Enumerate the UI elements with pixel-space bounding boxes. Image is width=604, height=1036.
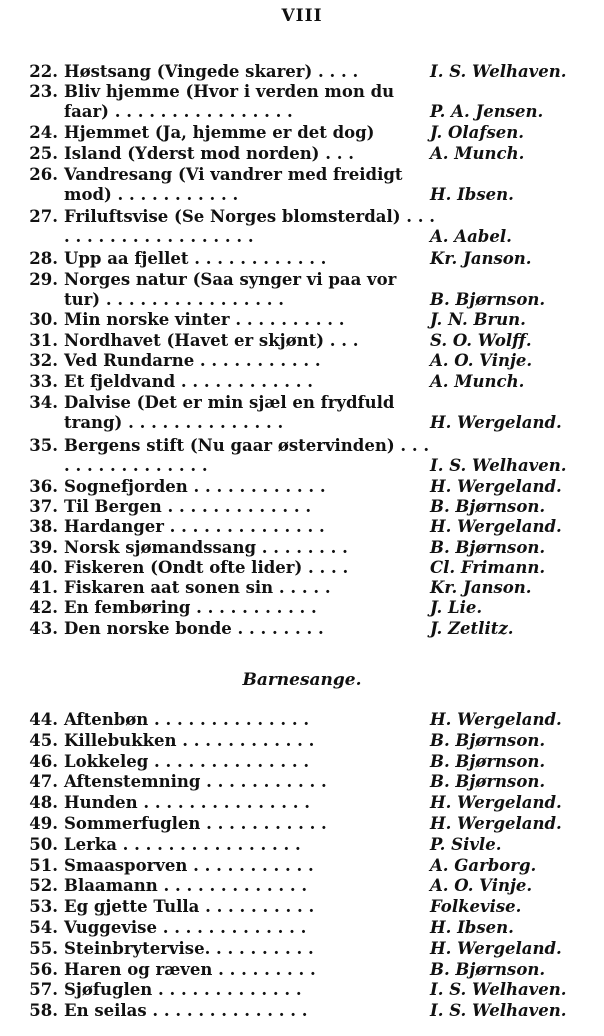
entry-number: 41. <box>29 578 58 597</box>
entry-title: Smaasporven . . . . . . . . . . . <box>64 856 314 875</box>
toc-entry <box>20 731 594 751</box>
entry-number: 50. <box>29 835 58 854</box>
entry-title: Nordhavet (Havet er skjønt) . . . <box>64 331 359 350</box>
toc-entry <box>20 310 594 330</box>
entry-author: H. Wergeland. <box>430 413 562 432</box>
entry-number: 54. <box>29 918 58 937</box>
entry-author: H. Wergeland. <box>430 477 562 496</box>
entry-number: 24. <box>29 123 58 142</box>
page-number: VIII <box>281 6 323 26</box>
entry-title: Vandresang (Vi vandrer med freidigt mod) . . . . . . . . . . . <box>64 165 403 204</box>
toc-entry <box>20 980 594 1000</box>
entry-author: H. Wergeland. <box>430 793 562 812</box>
entry-author: S. O. Wolff. <box>430 331 532 350</box>
entry-author: H. Wergeland. <box>430 517 562 536</box>
entry-author: I. S. Welhaven. <box>430 456 567 475</box>
toc-entry <box>20 939 594 959</box>
entry-title: Steinbrytervise. . . . . . . . . . <box>64 939 314 958</box>
entry-author: B. Bjørnson. <box>430 752 546 771</box>
toc-entry <box>20 144 594 164</box>
toc-entry <box>20 814 594 834</box>
toc-entry <box>20 856 594 876</box>
toc-entry <box>20 62 594 82</box>
entry-title: Norsk sjømandssang . . . . . . . . <box>64 538 348 557</box>
entry-author: I. S. Welhaven. <box>430 62 567 81</box>
section-title: Barnesange. <box>242 670 362 690</box>
entry-author: H. Ibsen. <box>430 185 514 204</box>
entry-number: 38. <box>29 517 58 536</box>
entry-title: Sognefjorden . . . . . . . . . . . . <box>64 477 326 496</box>
entry-author: B. Bjørnson. <box>430 538 546 557</box>
entry-author: B. Bjørnson. <box>430 290 546 309</box>
toc-entry <box>20 207 594 247</box>
entry-number: 48. <box>29 793 58 812</box>
entry-title: Fiskeren (Ondt ofte lider) . . . . <box>64 558 349 577</box>
entry-author: Kr. Janson. <box>430 578 532 597</box>
entry-number: 35. <box>29 436 58 455</box>
entry-author: A. Munch. <box>430 372 525 391</box>
entry-title: En seilas . . . . . . . . . . . . . . <box>64 1001 308 1020</box>
toc-entry <box>20 558 594 578</box>
toc-entry <box>20 165 594 205</box>
entry-number: 27. <box>29 207 58 226</box>
entry-author: A. Garborg. <box>430 856 537 875</box>
entry-author: I. S. Welhaven. <box>430 980 567 999</box>
toc-entry <box>20 918 594 938</box>
entry-number: 28. <box>29 249 58 268</box>
entry-title: Eg gjette Tulla . . . . . . . . . . <box>64 897 315 916</box>
entry-number: 29. <box>29 270 58 289</box>
entry-title: Bliv hjemme (Hvor i verden mon du faar) . . . . . . . . . . . . . . . . <box>64 82 395 121</box>
toc-entry <box>20 598 594 618</box>
entry-author: I. S. Welhaven. <box>430 1001 567 1020</box>
entry-number: 39. <box>29 538 58 557</box>
entry-number: 45. <box>29 731 58 750</box>
entry-author: B. Bjørnson. <box>430 731 546 750</box>
toc-entry <box>20 752 594 772</box>
toc-entry <box>20 372 594 392</box>
toc-entry <box>20 351 594 371</box>
entry-number: 51. <box>29 856 58 875</box>
entry-title: Norges natur (Saa synger vi paa vor tur) . . . . . . . . . . . . . . . . <box>64 270 397 309</box>
entry-number: 26. <box>29 165 58 184</box>
entry-author: B. Bjørnson. <box>430 497 546 516</box>
entry-number: 33. <box>29 372 58 391</box>
entry-author: H. Wergeland. <box>430 710 562 729</box>
toc-entry <box>20 249 594 269</box>
toc-entry <box>20 123 594 143</box>
entry-number: 31. <box>29 331 58 350</box>
entry-number: 52. <box>29 876 58 895</box>
entry-title: Upp aa fjellet . . . . . . . . . . . . <box>64 249 327 268</box>
toc-entry <box>20 497 594 517</box>
entry-title: Til Bergen . . . . . . . . . . . . . <box>64 497 312 516</box>
entry-title: Ved Rundarne . . . . . . . . . . . <box>64 351 321 370</box>
toc-entry <box>20 772 594 792</box>
entry-author: P. Sivle. <box>430 835 502 854</box>
entry-author: A. Munch. <box>430 144 525 163</box>
toc-entry <box>20 793 594 813</box>
entry-title: Fiskaren aat sonen sin . . . . . <box>64 578 331 597</box>
entry-author: A. O. Vinje. <box>430 876 533 895</box>
toc-entry <box>20 960 594 980</box>
entry-number: 32. <box>29 351 58 370</box>
entry-author: H. Wergeland. <box>430 814 562 833</box>
entry-title: Hunden . . . . . . . . . . . . . . . <box>64 793 310 812</box>
entry-title: Et fjeldvand . . . . . . . . . . . . <box>64 372 313 391</box>
entry-author: A. O. Vinje. <box>430 351 533 370</box>
entry-number: 40. <box>29 558 58 577</box>
entry-title: Høstsang (Vingede skarer) . . . . <box>64 62 359 81</box>
entry-title: Aftenbøn . . . . . . . . . . . . . . <box>64 710 310 729</box>
entry-title: Lokkeleg . . . . . . . . . . . . . . <box>64 752 310 771</box>
entry-author: A. Aabel. <box>430 227 512 246</box>
entry-title: Hardanger . . . . . . . . . . . . . . <box>64 517 325 536</box>
entry-author: J. Olafsen. <box>430 123 524 142</box>
entry-title: Aftenstemning . . . . . . . . . . . <box>64 772 327 791</box>
entry-title: Vuggevise . . . . . . . . . . . . . <box>64 918 307 937</box>
entry-number: 53. <box>29 897 58 916</box>
toc-entry <box>20 710 594 730</box>
entry-title: Min norske vinter . . . . . . . . . . <box>64 310 345 329</box>
entry-author: P. A. Jensen. <box>430 102 544 121</box>
toc-entry <box>20 876 594 896</box>
entry-number: 42. <box>29 598 58 617</box>
toc-entry <box>20 477 594 497</box>
entry-title: Den norske bonde . . . . . . . . <box>64 619 324 638</box>
entry-number: 44. <box>29 710 58 729</box>
entry-author: B. Bjørnson. <box>430 960 546 979</box>
entry-number: 22. <box>29 62 58 81</box>
entry-title: Killebukken . . . . . . . . . . . . <box>64 731 315 750</box>
entry-title: Sjøfuglen . . . . . . . . . . . . . <box>64 980 302 999</box>
toc-entry <box>20 1001 594 1021</box>
entry-number: 57. <box>29 980 58 999</box>
entry-title: Haren og ræven . . . . . . . . . <box>64 960 316 979</box>
entry-number: 23. <box>29 82 58 101</box>
entry-title: Friluftsvise (Se Norges blomsterdal) . . . . . . . . . . . . . . . . . . . . <box>64 207 436 246</box>
entry-number: 49. <box>29 814 58 833</box>
toc-entry <box>20 578 594 598</box>
toc-entry <box>20 82 594 122</box>
entry-number: 30. <box>29 310 58 329</box>
toc-entry <box>20 835 594 855</box>
entry-number: 36. <box>29 477 58 496</box>
entry-number: 56. <box>29 960 58 979</box>
entry-title: Dalvise (Det er min sjæl en frydfuld trang) . . . . . . . . . . . . . . <box>64 393 395 432</box>
entry-title: Sommerfuglen . . . . . . . . . . . <box>64 814 327 833</box>
entry-author: J. Zetlitz. <box>430 619 514 638</box>
entry-title: Blaamann . . . . . . . . . . . . . <box>64 876 308 895</box>
toc-entry <box>20 436 594 476</box>
toc-entry <box>20 393 594 433</box>
entry-author: J. N. Brun. <box>430 310 526 329</box>
entry-title: Lerka . . . . . . . . . . . . . . . . <box>64 835 301 854</box>
entry-number: 55. <box>29 939 58 958</box>
toc-entry <box>20 270 594 310</box>
entry-number: 46. <box>29 752 58 771</box>
toc-entry <box>20 897 594 917</box>
entry-author: Kr. Janson. <box>430 249 532 268</box>
entry-title: Island (Yderst mod norden) . . . <box>64 144 354 163</box>
toc-entry <box>20 619 594 639</box>
toc-entry <box>20 517 594 537</box>
entry-number: 47. <box>29 772 58 791</box>
entry-author: H. Wergeland. <box>430 939 562 958</box>
toc-entry <box>20 538 594 558</box>
entry-title: En fembøring . . . . . . . . . . . <box>64 598 317 617</box>
entry-author: H. Ibsen. <box>430 918 514 937</box>
entry-number: 43. <box>29 619 58 638</box>
entry-number: 34. <box>29 393 58 412</box>
entry-number: 58. <box>29 1001 58 1020</box>
toc-entry <box>20 331 594 351</box>
entry-author: Cl. Frimann. <box>430 558 546 577</box>
entry-title: Bergens stift (Nu gaar østervinden) . . . . . . . . . . . . . . . . <box>64 436 430 475</box>
entry-number: 37. <box>29 497 58 516</box>
entry-author: Folkevise. <box>430 897 522 916</box>
entry-title: Hjemmet (Ja, hjemme er det dog) <box>64 123 375 142</box>
entry-author: B. Bjørnson. <box>430 772 546 791</box>
entry-number: 25. <box>29 144 58 163</box>
entry-author: J. Lie. <box>430 598 483 617</box>
